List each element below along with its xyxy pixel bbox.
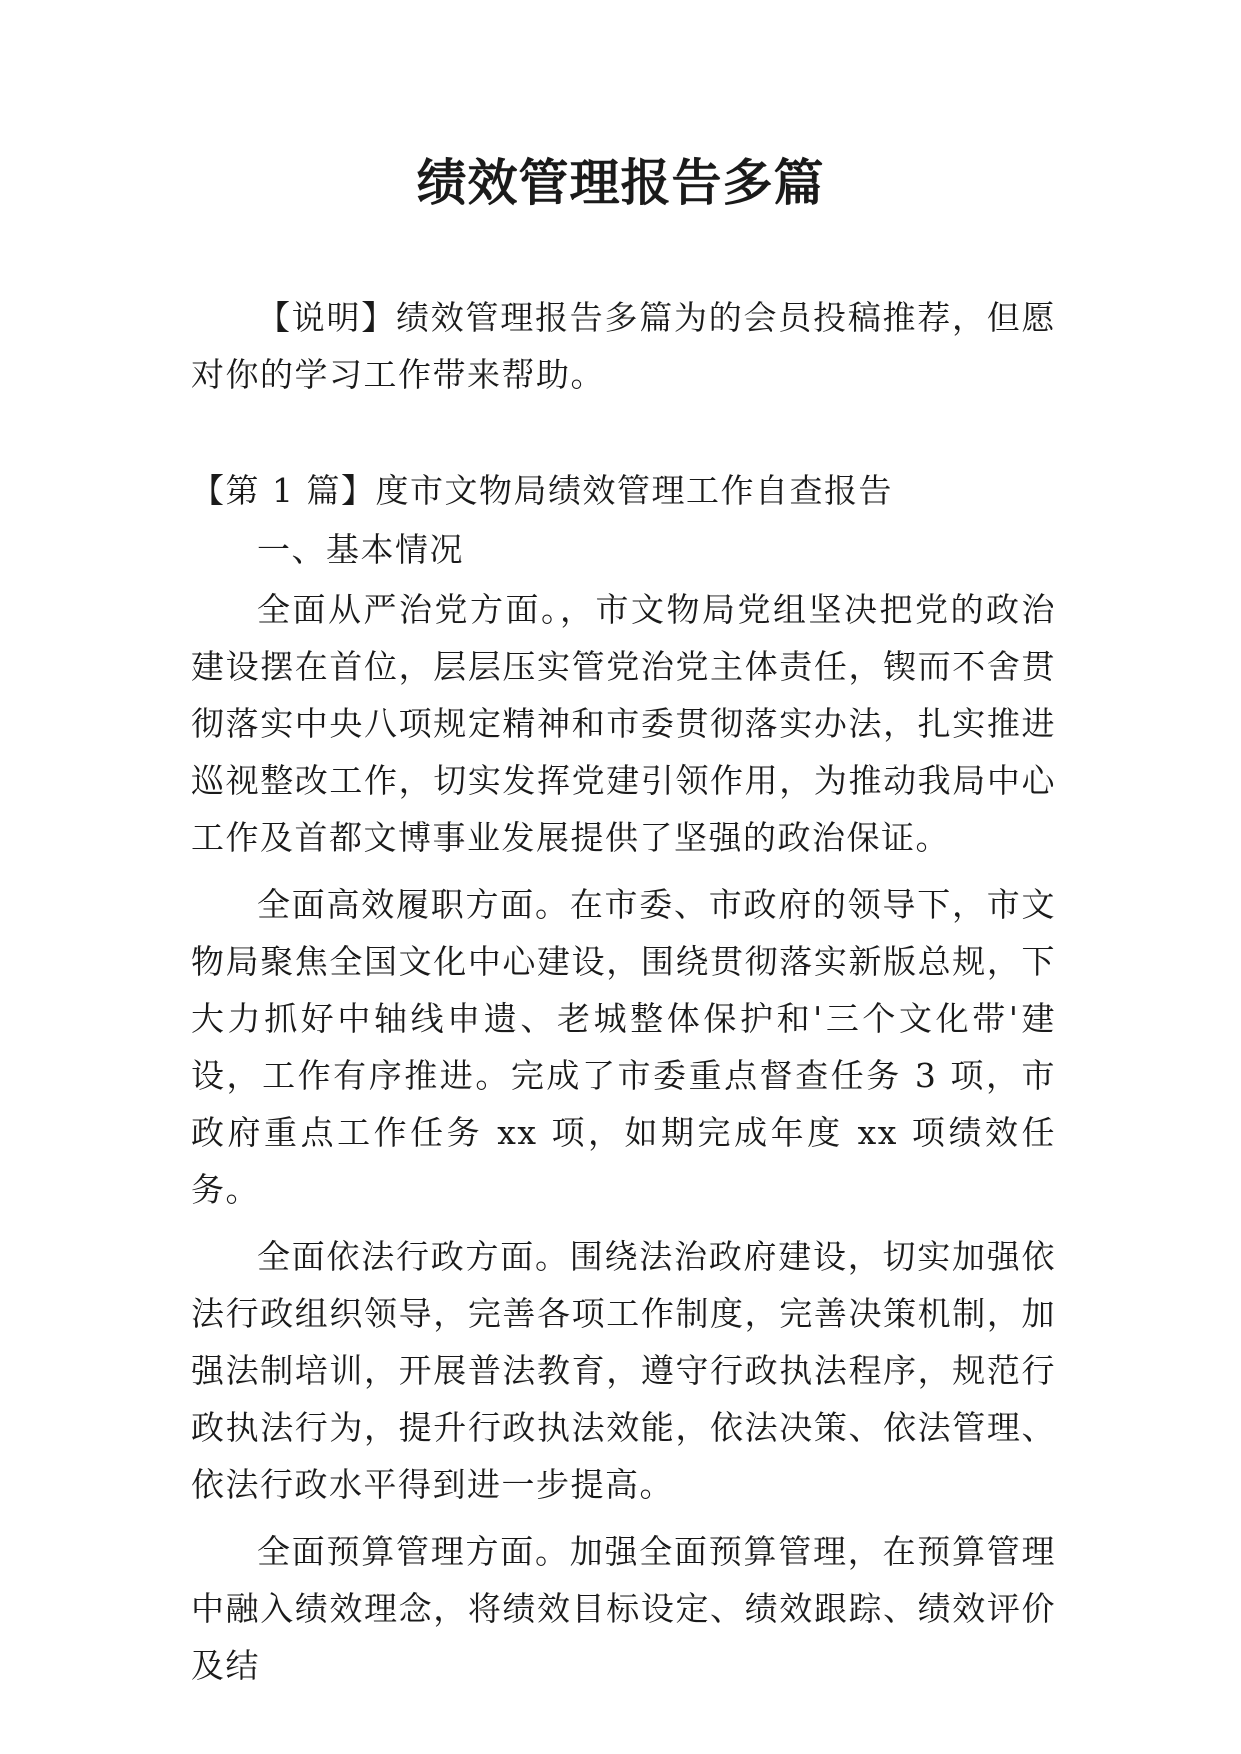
paragraph: 全面从严治党方面。，市文物局党组坚决把党的政治建设摆在首位，层层压实管党治党主体责任，锲而不舍贯彻落实中央八项规定精神和市委贯彻落实办法，扎实推进巡视整改工作，切实发挥党建引领作用，为推动我局中心工作及首都文博事业发展提供了坚强的政治保证。	[191, 590, 1056, 857]
article-block	[191, 462, 1056, 1704]
intro-block	[191, 289, 1056, 403]
paragraph: 全面高效履职方面。在市委、市政府的领导下，市文物局聚焦全国文化中心建设，围绕贯彻落实新版总规，下大力抓好中轴线申遗、老城整体保护和'三个文化带'建设，工作有序推进。完成了市委重点督查任务 3 项，市政府重点工作任务 xx 项，如期完成年度 xx 项绩效任务。	[191, 885, 1056, 1209]
paragraph: 全面依法行政方面。围绕法治政府建设，切实加强依法行政组织领导，完善各项工作制度，完善决策机制，加强法制培训，开展普法教育，遵守行政执法程序，规范行政执法行为，提升行政执法效能，依法决策、依法管理、依法行政水平得到进一步提高。	[191, 1237, 1056, 1504]
intro-note: 【说明】绩效管理报告多篇为的会员投稿推荐，但愿对你的学习工作带来帮助。	[191, 298, 1056, 394]
article-heading: 【第 1 篇】度市文物局绩效管理工作自查报告	[191, 471, 893, 510]
document-title: 绩效管理报告多篇	[416, 153, 825, 212]
paragraph: 全面预算管理方面。加强全面预算管理，在预算管理中融入绩效理念，将绩效目标设定、绩效跟踪、绩效评价及结	[191, 1532, 1056, 1685]
section-heading: 一、基本情况	[257, 530, 464, 569]
